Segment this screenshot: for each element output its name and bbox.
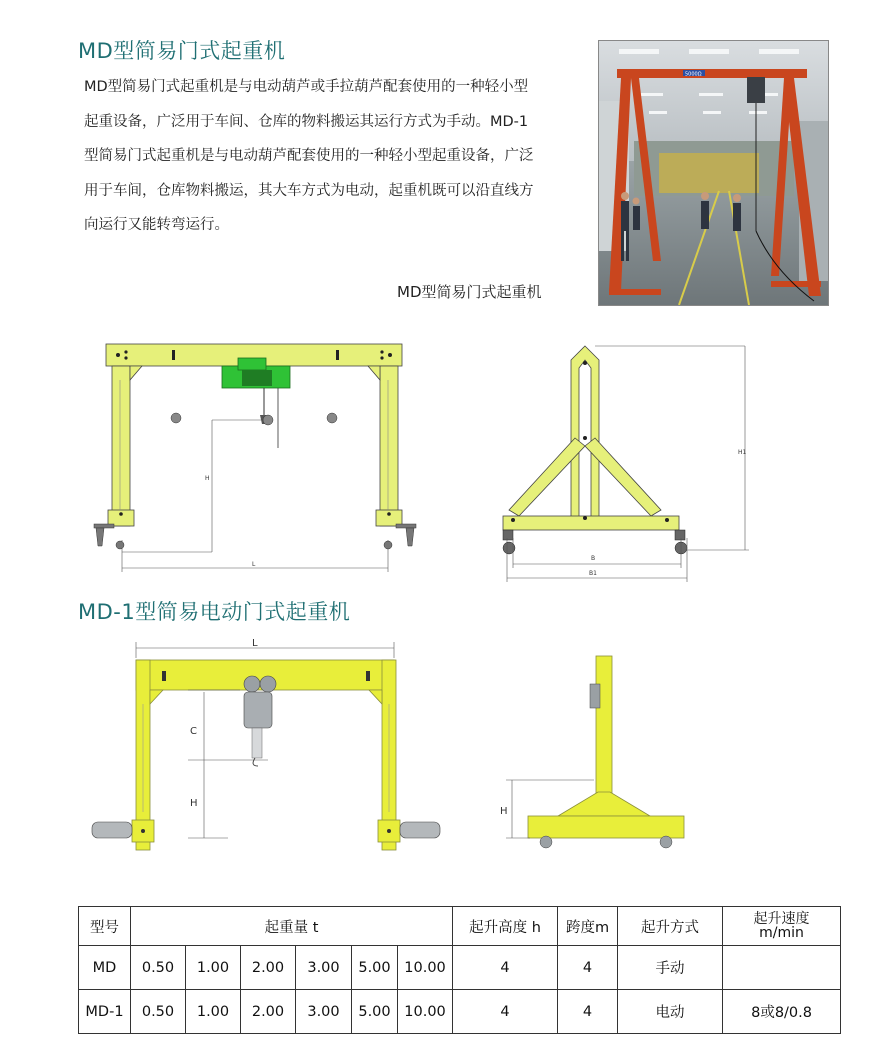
md1-front-span-label: L	[252, 638, 258, 649]
capacity-cell: 5.00	[352, 990, 398, 1034]
md-side-total-width-label: B1	[589, 570, 597, 577]
spec-table-header-row	[79, 907, 841, 946]
span-cell: 4	[558, 946, 618, 990]
md1-side-h-label: H	[500, 806, 508, 817]
row-model: MD	[79, 946, 131, 990]
header-model: 型号	[79, 907, 131, 946]
md-description	[84, 70, 574, 243]
md-front-drawing	[82, 340, 430, 576]
lift-mode-cell: 电动	[618, 990, 723, 1034]
description-line: MD型简易门式起重机是与电动葫芦或手拉葫芦配套使用的一种轻小型	[84, 79, 529, 95]
capacity-cell: 3.00	[296, 946, 352, 990]
capacity-cell: 0.50	[131, 946, 186, 990]
lift-height-cell: 4	[453, 990, 558, 1034]
md-section-title: MD型简易门式起重机	[78, 39, 286, 63]
capacity-cell: 3.00	[296, 990, 352, 1034]
header-capacity: 起重量 t	[131, 907, 453, 946]
row-model: MD-1	[79, 990, 131, 1034]
header-speed-unit: m/min	[759, 925, 804, 941]
md-right-leg	[380, 366, 398, 526]
span-cell: 4	[558, 990, 618, 1034]
lift-mode-cell: 手动	[618, 946, 723, 990]
table-row	[79, 990, 841, 1034]
md1-section-title: MD-1型简易电动门式起重机	[78, 600, 351, 624]
description-line: 用于车间，仓库物料搬运，其大车方式为电动，起重机既可以沿直线方	[84, 182, 534, 199]
md-front-height-label: H	[205, 475, 210, 482]
description-line: 型简易门式起重机是与电动葫芦配套使用的一种轻小型起重设备，广泛	[84, 148, 534, 164]
md1-front-h-label: H	[190, 798, 198, 809]
md1-front-drawing	[88, 632, 448, 858]
capacity-cell: 0.50	[131, 990, 186, 1034]
description-line: 向运行又能转弯运行。	[84, 217, 229, 233]
description-line: 起重设备，广泛用于车间、仓库的物料搬运其运行方式为手动。MD-1	[84, 113, 529, 130]
capacity-cell: 10.00	[398, 946, 453, 990]
md-side-width-label: B	[591, 555, 596, 562]
photo-caption: MD型简易门式起重机	[397, 283, 542, 301]
table-row	[79, 946, 841, 990]
speed-cell	[723, 946, 841, 990]
capacity-cell: 10.00	[398, 990, 453, 1034]
speed-cell: 8或8/0.8	[723, 990, 841, 1034]
header-lift-mode: 起升方式	[618, 907, 723, 946]
capacity-cell: 2.00	[241, 946, 296, 990]
header-span: 跨度m	[558, 907, 618, 946]
md-side-total-height-label: H1	[738, 449, 747, 456]
md-side-drawing	[495, 338, 760, 586]
photo-sign: 5000Ω	[685, 71, 702, 78]
header-speed	[723, 907, 841, 946]
capacity-cell: 1.00	[186, 990, 241, 1034]
header-speed-label: 起升速度	[753, 911, 810, 927]
md-front-span-label: L	[252, 561, 256, 568]
md-side-base	[503, 516, 679, 530]
crane-photo	[598, 40, 829, 306]
md-left-leg	[112, 366, 130, 526]
lift-height-cell: 4	[453, 946, 558, 990]
md-electric-hoist	[222, 358, 290, 448]
md1-side-gusset	[558, 792, 650, 816]
spec-table	[78, 906, 841, 1034]
md1-side-drawing	[490, 652, 700, 858]
header-lift-height: 起升高度 h	[453, 907, 558, 946]
crane-photo-illustration	[599, 41, 828, 305]
md1-front-c-label: C	[190, 726, 197, 737]
capacity-cell: 1.00	[186, 946, 241, 990]
capacity-cell: 2.00	[241, 990, 296, 1034]
md1-side-base	[528, 816, 684, 838]
capacity-cell: 5.00	[352, 946, 398, 990]
